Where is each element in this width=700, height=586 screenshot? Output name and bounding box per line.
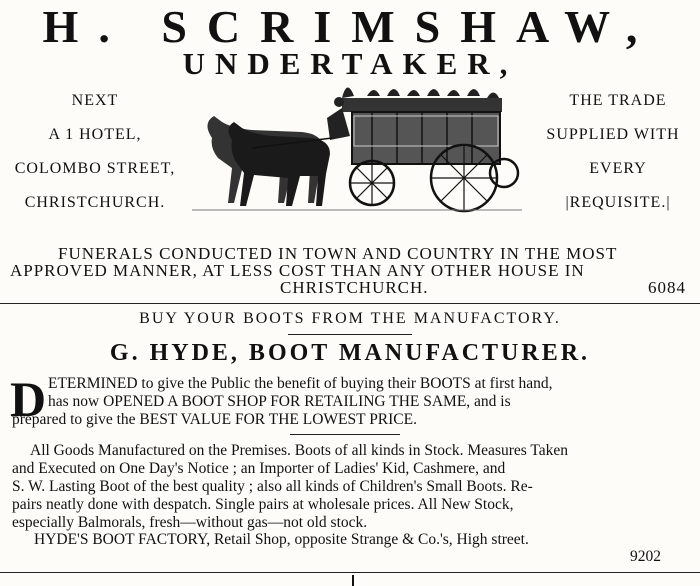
trade-line-4: |REQUISITE.| <box>565 194 671 211</box>
para2-line-4: pairs neatly done with despatch. Single pairs at wholesale prices. All New Stock, <box>12 496 514 513</box>
address-line-4: CHRISTCHURCH. <box>24 194 166 211</box>
para1-line-1: ETERMINED to give the Public the benefit of buying their BOOTS at first hand, <box>48 375 553 392</box>
advert2-ref-number: 9202 <box>630 548 661 565</box>
boots-headline: BUY YOUR BOOTS FROM THE MANUFACTORY. <box>139 310 561 327</box>
para1-line-2: has now OPENED A BOOT SHOP FOR RETAILING THE SAME, and is <box>48 393 511 410</box>
dropcap-letter: D <box>10 371 47 427</box>
bottom-rule <box>0 572 700 573</box>
address-line-1: NEXT <box>71 92 119 109</box>
funerals-line-3: CHRISTCHURCH. <box>280 278 429 297</box>
column-mark <box>352 575 354 586</box>
address-line-2: A 1 HOTEL, <box>48 126 142 143</box>
hyde-business-name: G. HYDE, BOOT MANUFACTURER. <box>109 340 591 366</box>
trade-line-1: THE TRADE <box>569 92 667 109</box>
headline-rule <box>288 334 412 335</box>
para2-line-5: especially Balmorals, fresh—without gas—not old stock. <box>12 514 368 531</box>
trade-line-3: EVERY <box>589 160 647 177</box>
advert-title-trade: UNDERTAKER, <box>182 46 518 81</box>
para2-line-1: All Goods Manufactured on the Premises. Boots of all kinds in Stock. Measures Taken <box>30 442 569 459</box>
funerals-line-2: APPROVED MANNER, AT LESS COST THAN ANY OTHER HOUSE IN <box>10 261 585 280</box>
para2-line-3: S. W. Lasting Boot of the best quality ; also all kinds of Children's Small Boots. Re- <box>12 478 533 495</box>
funerals-line-1: FUNERALS CONDUCTED IN TOWN AND COUNTRY IN THE MOST <box>58 244 618 263</box>
advert1-ref-number: 6084 <box>648 278 686 297</box>
advert-divider <box>0 303 700 304</box>
para-divider <box>290 434 400 435</box>
trade-line-2: SUPPLIED WITH <box>546 126 680 143</box>
address-line-3: COLOMBO STREET, <box>14 160 176 177</box>
hearse-illustration <box>192 78 522 218</box>
para1-line-3: prepared to give the BEST VALUE FOR THE LOWEST PRICE. <box>12 411 417 428</box>
factory-line: HYDE'S BOOT FACTORY, Retail Shop, opposite Strange & Co.'s, High street. <box>34 531 529 548</box>
advert-title-name: H. SCRIMSHAW, <box>42 1 658 52</box>
para2-line-2: and Executed on One Day's Notice ; an Importer of Ladies' Kid, Cashmere, and <box>12 460 506 477</box>
